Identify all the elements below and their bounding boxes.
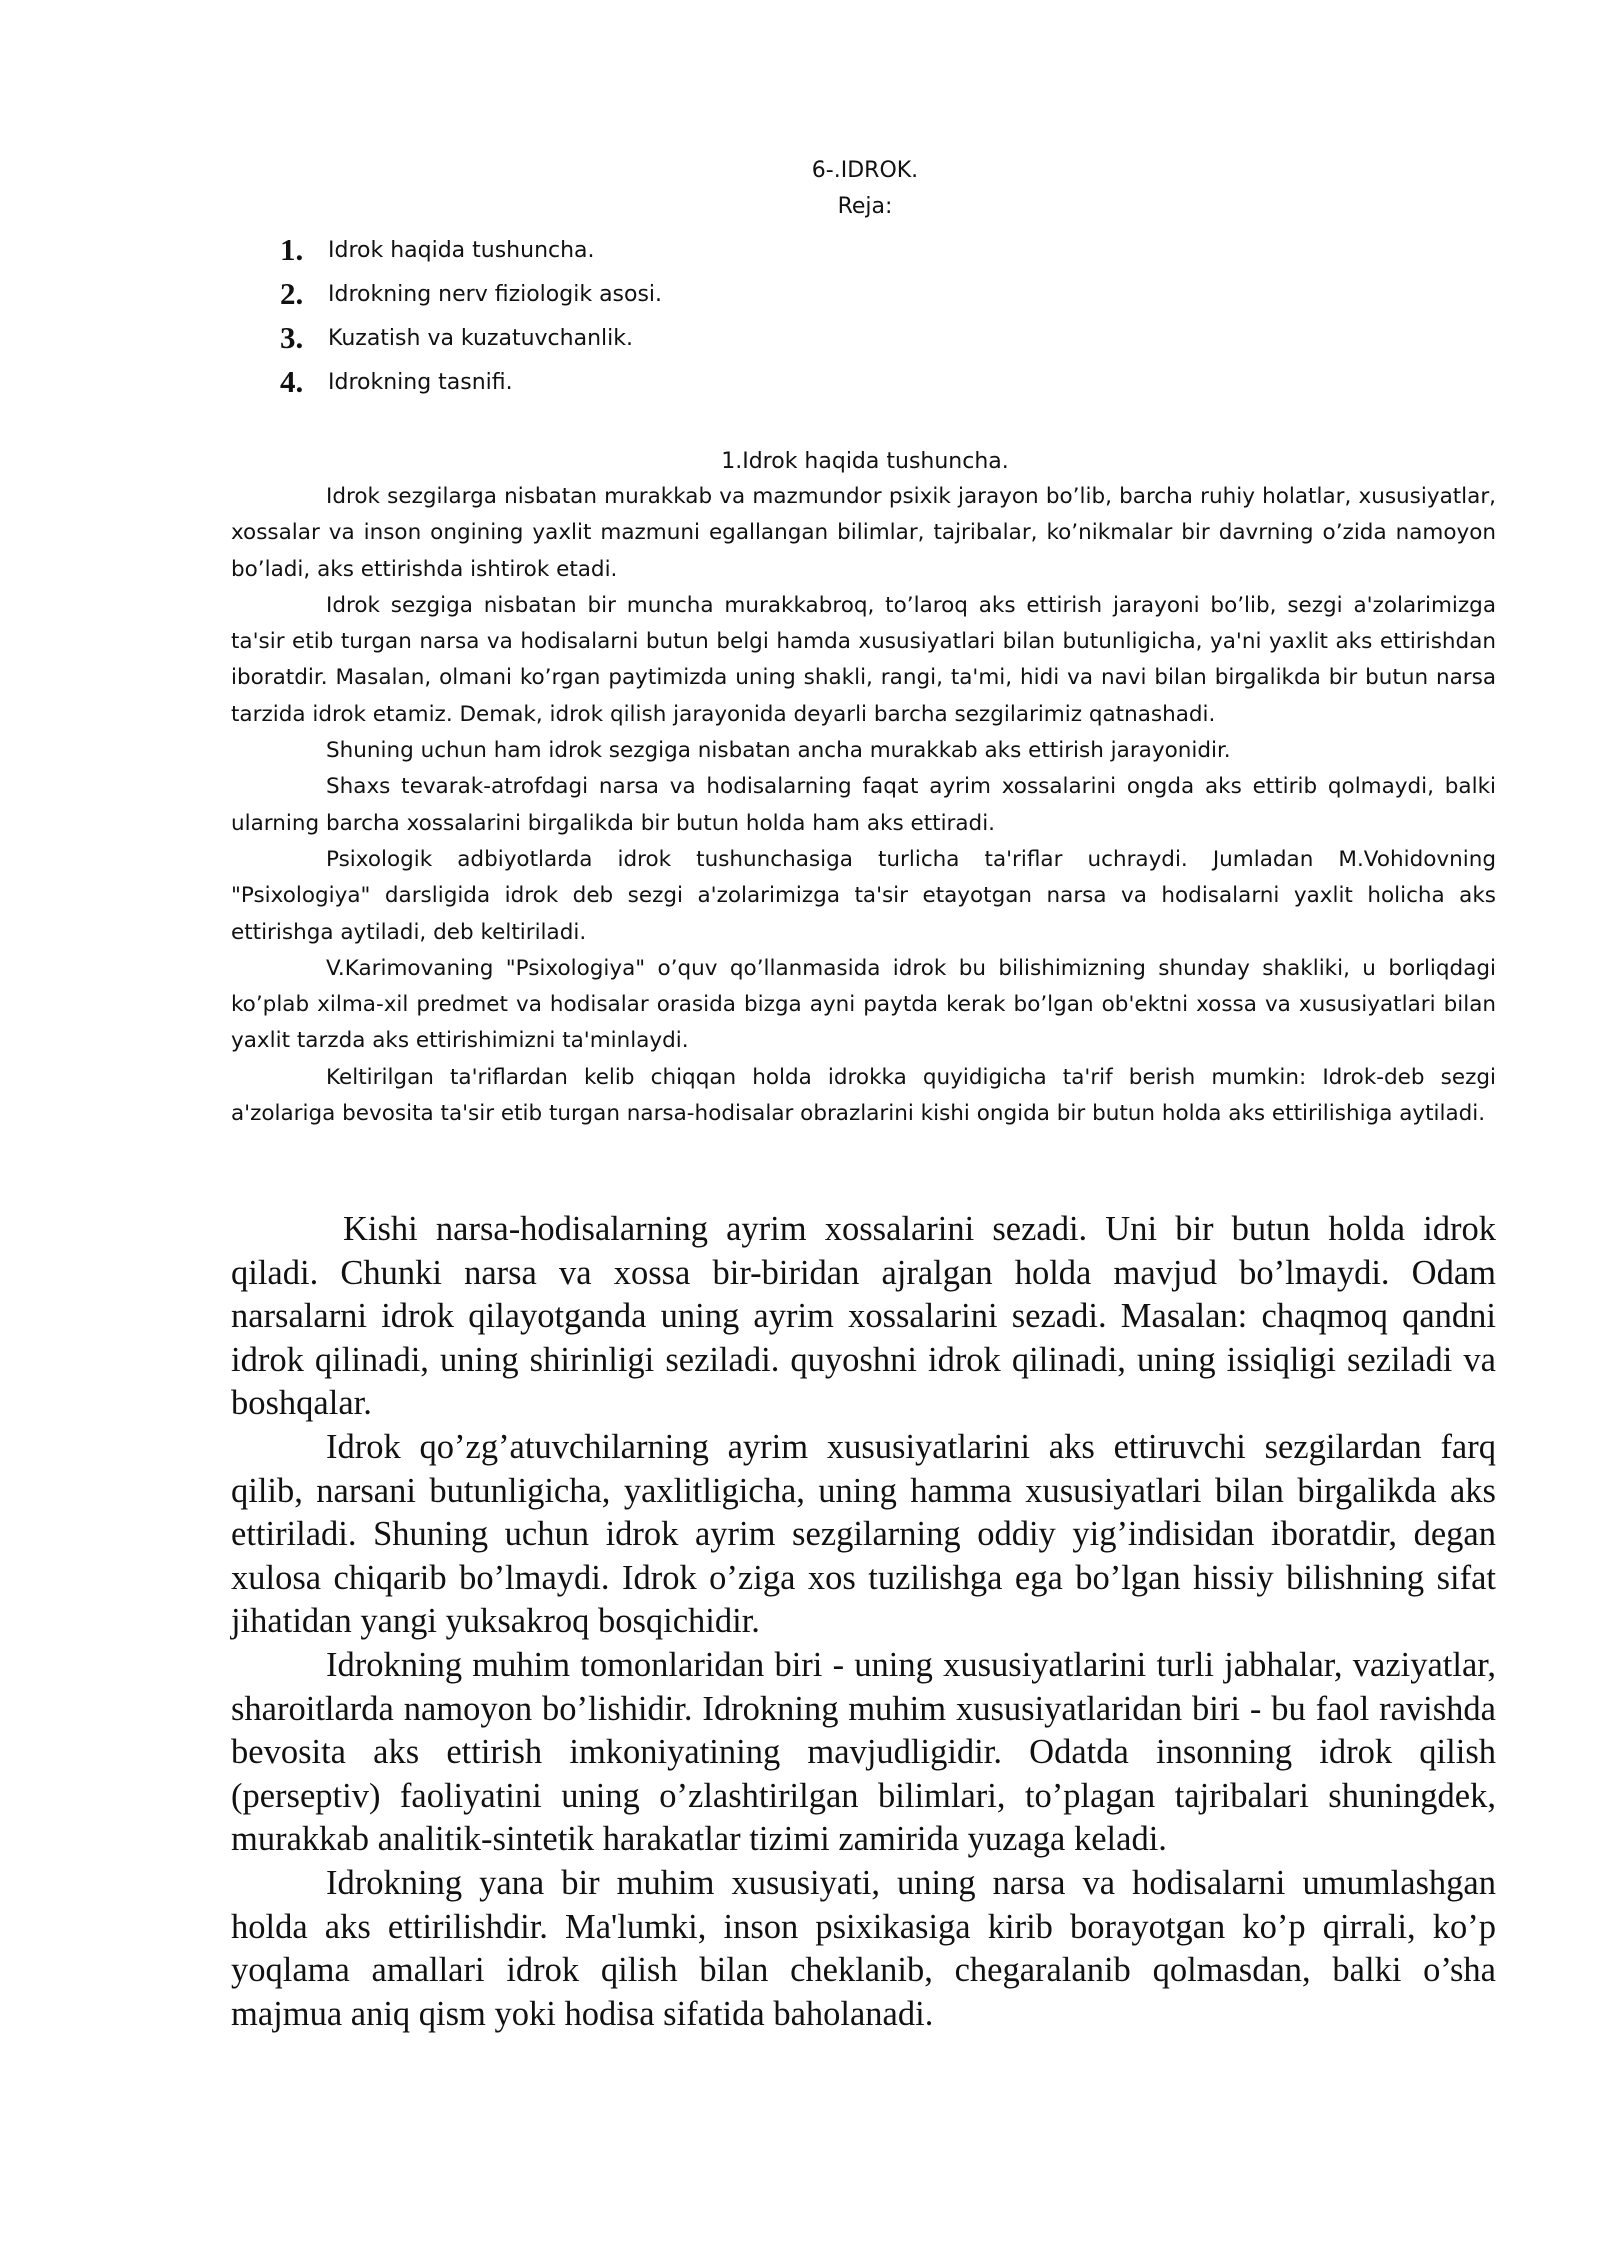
paragraph: Shuning uchun ham idrok sezgiga nisbatan ancha murakkab aks ettirish jarayonidir.: [326, 738, 1231, 764]
plan-item-text: Idrokning nerv fiziologik asosi.: [328, 281, 663, 307]
paragraph: Idrok sezgilarga nisbatan murakkab va mazmundor psixik jarayon bo’lib, barcha ruhiy holatlar, xususiyatlar, xossalar va inson ongining yaxlit mazmuni egallangan bilimlar, tajribalar, ko’nikmalar bir davrning o’zida namoyon bo’ladi, aks ettirishda ishtirok etadi.: [231, 484, 1496, 582]
plan-item-number: 2.: [280, 276, 304, 311]
section-heading: 1.Idrok haqida tushuncha.: [721, 449, 1009, 474]
paragraph: Idrok sezgiga nisbatan bir muncha murakkabroq, to’laroq aks ettirish jarayoni bo’lib, sezgi a'zolarimizga ta'sir etib turgan narsa va hodisalarni butun belgi hamda xususiyatlari bilan butunligicha, ya'ni yaxlit aks ettirishdan iboratdir. Masalan, olmani ko’rgan paytimizda uning shakli, rangi, ta'mi, hidi va navi bilan birgalikda bir butun narsa tarzida idrok etamiz. Demak, idrok qilish jarayonida deyarli barcha sezgilarimiz qatnashadi.: [231, 592, 1496, 727]
plan-item-text: Idrok haqida tushuncha.: [328, 237, 595, 263]
paragraph: Psixologik adbiyotlarda idrok tushunchasiga turlicha ta'riflar uchraydi. Jumladan M.Vohidovning "Psixologiya" darsligida idrok deb sezgi a'zolarimizga ta'sir etayotgan narsa va hodisalarni yaxlit holicha aks ettirishga aytiladi, deb keltiriladi.: [231, 846, 1496, 945]
plan-item: [280, 272, 662, 316]
paragraph: Idrokning yana bir muhim xususiyati, uning narsa va hodisalarni umumlashgan holda aks ettirilishdir. Ma'lumki, inson psixikasiga kirib borayotgan ko’p qirrali, ko’p yoqlama amallari idrok qilish bilan cheklanib, chegaralanib qolmasdan, balki o’sha majmua aniq qism yoki hodisa sifatida baholanadi.: [231, 1863, 1496, 2033]
plan-item-number: 4.: [280, 364, 304, 399]
paragraph: V.Karimovaning "Psixologiya" o’quv qo’llanmasida idrok bu bilishimizning shunday shakliki, u borliqdagi ko’plab xilma-xil predmet va hodisalar orasida bizga ayni paytda kerak bo’lgan ob'ektni xossa va xususiyatlari bilan yaxlit tarzda aks ettirishimizni ta'minlaydi.: [231, 955, 1496, 1054]
plan-title: Reja:: [837, 194, 893, 219]
paragraph: Shaxs tevarak-atrofdagi narsa va hodisalarning faqat ayrim xossalarini ongda aks ettirib qolmaydi, balki ularning barcha xossalarini birgalikda bir butun holda ham aks ettiradi.: [231, 774, 1496, 836]
paragraph: Idrok qo’zg’atuvchilarning ayrim xususiyatlarini aks ettiruvchi sezgilardan farq qilib, narsani butunligicha, yaxlitligicha, uning hamma xususiyatlari bilan birgalikda aks ettiriladi. Shuning uchun idrok ayrim sezgilarning oddiy yig’indisidan iboratdir, degan xulosa chiqarib bo’lmaydi. Idrok o’ziga xos tuzilishga ega bo’lgan hissiy bilishning sifat jihatidan yangi yuksakroq bosqichidir.: [231, 1427, 1496, 1641]
document-title: 6-.IDROK.: [811, 158, 919, 183]
paragraph: Idrokning muhim tomonlaridan biri - uning xususiyatlarini turli jabhalar, vaziyatlar, sharoitlarda namoyon bo’lishidir. Idrokning muhim xususiyatlaridan biri - bu faol ravishda bevosita aks ettirish imkoniyatining mavjudligidir. Odatda insonning idrok qilish (perseptiv) faoliyatini uning o’zlashtirilgan bilimlari, to’plagan tajribalari shuningdek, murakkab analitik-sintetik harakatlar tizimi zamirida yuzaga keladi.: [231, 1645, 1496, 1859]
plan-list: [280, 228, 662, 404]
body-text-sans: [231, 479, 1496, 1132]
body-text-serif: [231, 1208, 1496, 2036]
plan-item: [280, 228, 662, 272]
plan-item-number: 3.: [280, 320, 304, 355]
plan-item: [280, 316, 662, 360]
plan-item-number: 1.: [280, 232, 304, 267]
plan-item: [280, 360, 662, 404]
plan-item-text: Kuzatish va kuzatuvchanlik.: [328, 325, 633, 351]
paragraph: Kishi narsa-hodisalarning ayrim xossalarini sezadi. Uni bir butun holda idrok qiladi. Chunki narsa va xossa bir-biridan ajralgan holda mavjud bo’lmaydi. Odam narsalarni idrok qilayotganda uning ayrim xossalarini sezadi. Masalan: chaqmoq qandni idrok qilinadi, uning shirinligi seziladi. quyoshni idrok qilinadi, uning issiqligi seziladi va boshqalar.: [231, 1210, 1496, 1423]
plan-item-text: Idrokning tasnifi.: [328, 369, 513, 395]
paragraph: Keltirilgan ta'riflardan kelib chiqqan holda idrokka quyidigicha ta'rif berish mumkin: Idrok-deb sezgi a'zolariga bevosita ta'sir etib turgan narsa-hodisalar obrazlarini kishi ongida bir butun holda aks ettirilishiga aytiladi.: [231, 1064, 1496, 1127]
